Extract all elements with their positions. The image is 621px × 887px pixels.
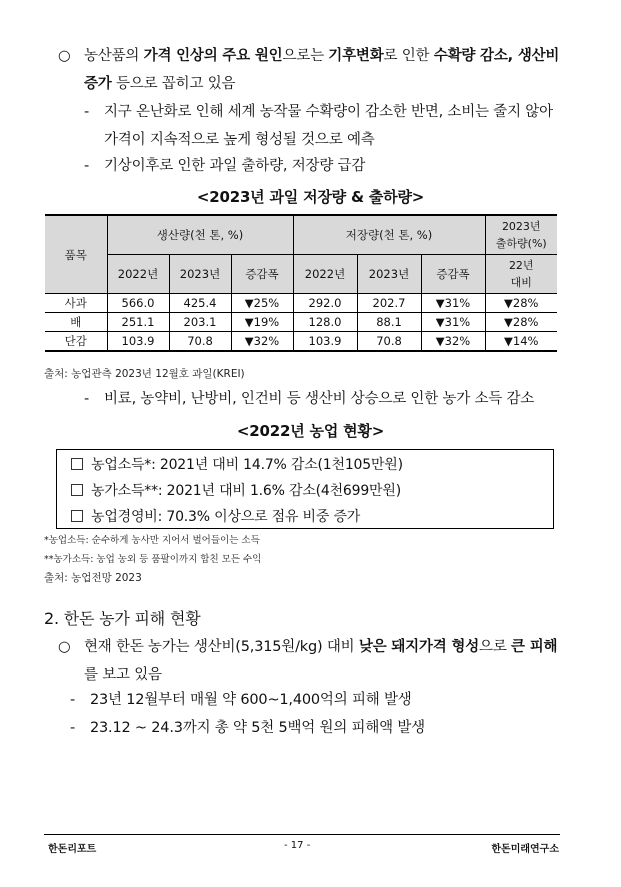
section-2-dash-1: - 23년 12월부터 매월 약 600~1,400억의 피해 발생 xyxy=(70,692,412,708)
section-2-text: 현재 한돈 농가는 생산비(5,315원/kg) 대비 낮은 돼지가격 형성으로 큰 피해를 보고 있음 xyxy=(84,639,558,683)
checkbox-icon xyxy=(71,510,83,522)
cost-dash: - 비료, 농약비, 난방비, 인건비 등 생산비 상승으로 인한 농가 소득 감소 xyxy=(84,391,535,407)
farm-status-item: 농업소득*: 2021년 대비 14.7% 감소(1천105만원) xyxy=(71,454,403,474)
header-storage: 저장량(천 톤, %) xyxy=(293,215,485,255)
checkbox-icon xyxy=(71,484,83,496)
header-prod-change: 증감폭 xyxy=(231,255,293,294)
farm-status-source: 출처: 농업전망 2023 xyxy=(44,572,142,584)
fruit-table xyxy=(45,214,557,352)
intro-bullet xyxy=(58,42,568,98)
footer-right: 한돈미래연구소 xyxy=(491,844,559,855)
header-stock-2022: 2022년 xyxy=(293,255,357,294)
header-production: 생산량(천 톤, %) xyxy=(107,215,293,255)
section-2-title: 2. 한돈 농가 피해 현황 xyxy=(44,609,201,628)
header-prod-2023: 2023년 xyxy=(169,255,231,294)
checkbox-icon xyxy=(71,458,83,470)
intro-text: 농산품의 가격 인상의 주요 원인으로는 기후변화로 인한 수확량 감소, 생산비 증가 등으로 꼽히고 있음 xyxy=(84,48,560,92)
header-item: 품목 xyxy=(45,215,107,294)
circle-bullet-icon: ○ xyxy=(58,48,71,64)
header-prod-2022: 2022년 xyxy=(107,255,169,294)
footer-left: 한돈리포트 xyxy=(48,844,97,855)
circle-bullet-icon: ○ xyxy=(58,639,71,655)
header-ship-vs: 22년 대비 xyxy=(485,255,557,294)
footnote-2: **농가소득: 농업 농외 등 품팔이까지 합친 모든 수익 xyxy=(44,554,262,565)
intro-dash-2: - 기상이후로 인한 과일 출하량, 저장량 급감 xyxy=(84,158,366,174)
table-row: 단감 103.9 70.8 ▼32% 103.9 70.8 ▼32% ▼14% xyxy=(45,332,557,352)
section-2-bullet xyxy=(58,633,568,689)
fruit-table-source: 출처: 농업관측 2023년 12월호 과일(KREI) xyxy=(44,368,245,380)
section-2-dash-2: - 23.12 ~ 24.3까지 총 약 5천 5백억 원의 피해액 발생 xyxy=(70,720,425,736)
footer-divider xyxy=(44,834,560,835)
intro-dash-1: - 지구 온난화로 인해 세계 농작물 수확량이 감소한 반면, 소비는 줄지 않아 가격이 지속적으로 높게 형성될 것으로 예측 xyxy=(84,104,553,148)
farm-status-box xyxy=(56,449,554,529)
fruit-table-title: <2023년 과일 저장량 & 출하량> xyxy=(196,188,425,206)
table-row: 배 251.1 203.1 ▼19% 128.0 88.1 ▼31% ▼28% xyxy=(45,313,557,332)
header-stock-change: 증감폭 xyxy=(421,255,485,294)
header-shipment: 2023년 출하량(%) xyxy=(485,215,557,255)
footnote-1: *농업소득: 순수하게 농사만 지어서 벌어들이는 소득 xyxy=(44,535,260,546)
table-row: 사과 566.0 425.4 ▼25% 292.0 202.7 ▼31% ▼28% xyxy=(45,294,557,313)
farm-status-item: 농가소득**: 2021년 대비 1.6% 감소(4천699만원) xyxy=(71,480,401,500)
page-number: - 17 - xyxy=(284,840,311,851)
farm-status-title: <2022년 농업 현황> xyxy=(236,422,385,440)
header-stock-2023: 2023년 xyxy=(357,255,421,294)
farm-status-item: 농업경영비: 70.3% 이상으로 점유 비중 증가 xyxy=(71,506,360,526)
